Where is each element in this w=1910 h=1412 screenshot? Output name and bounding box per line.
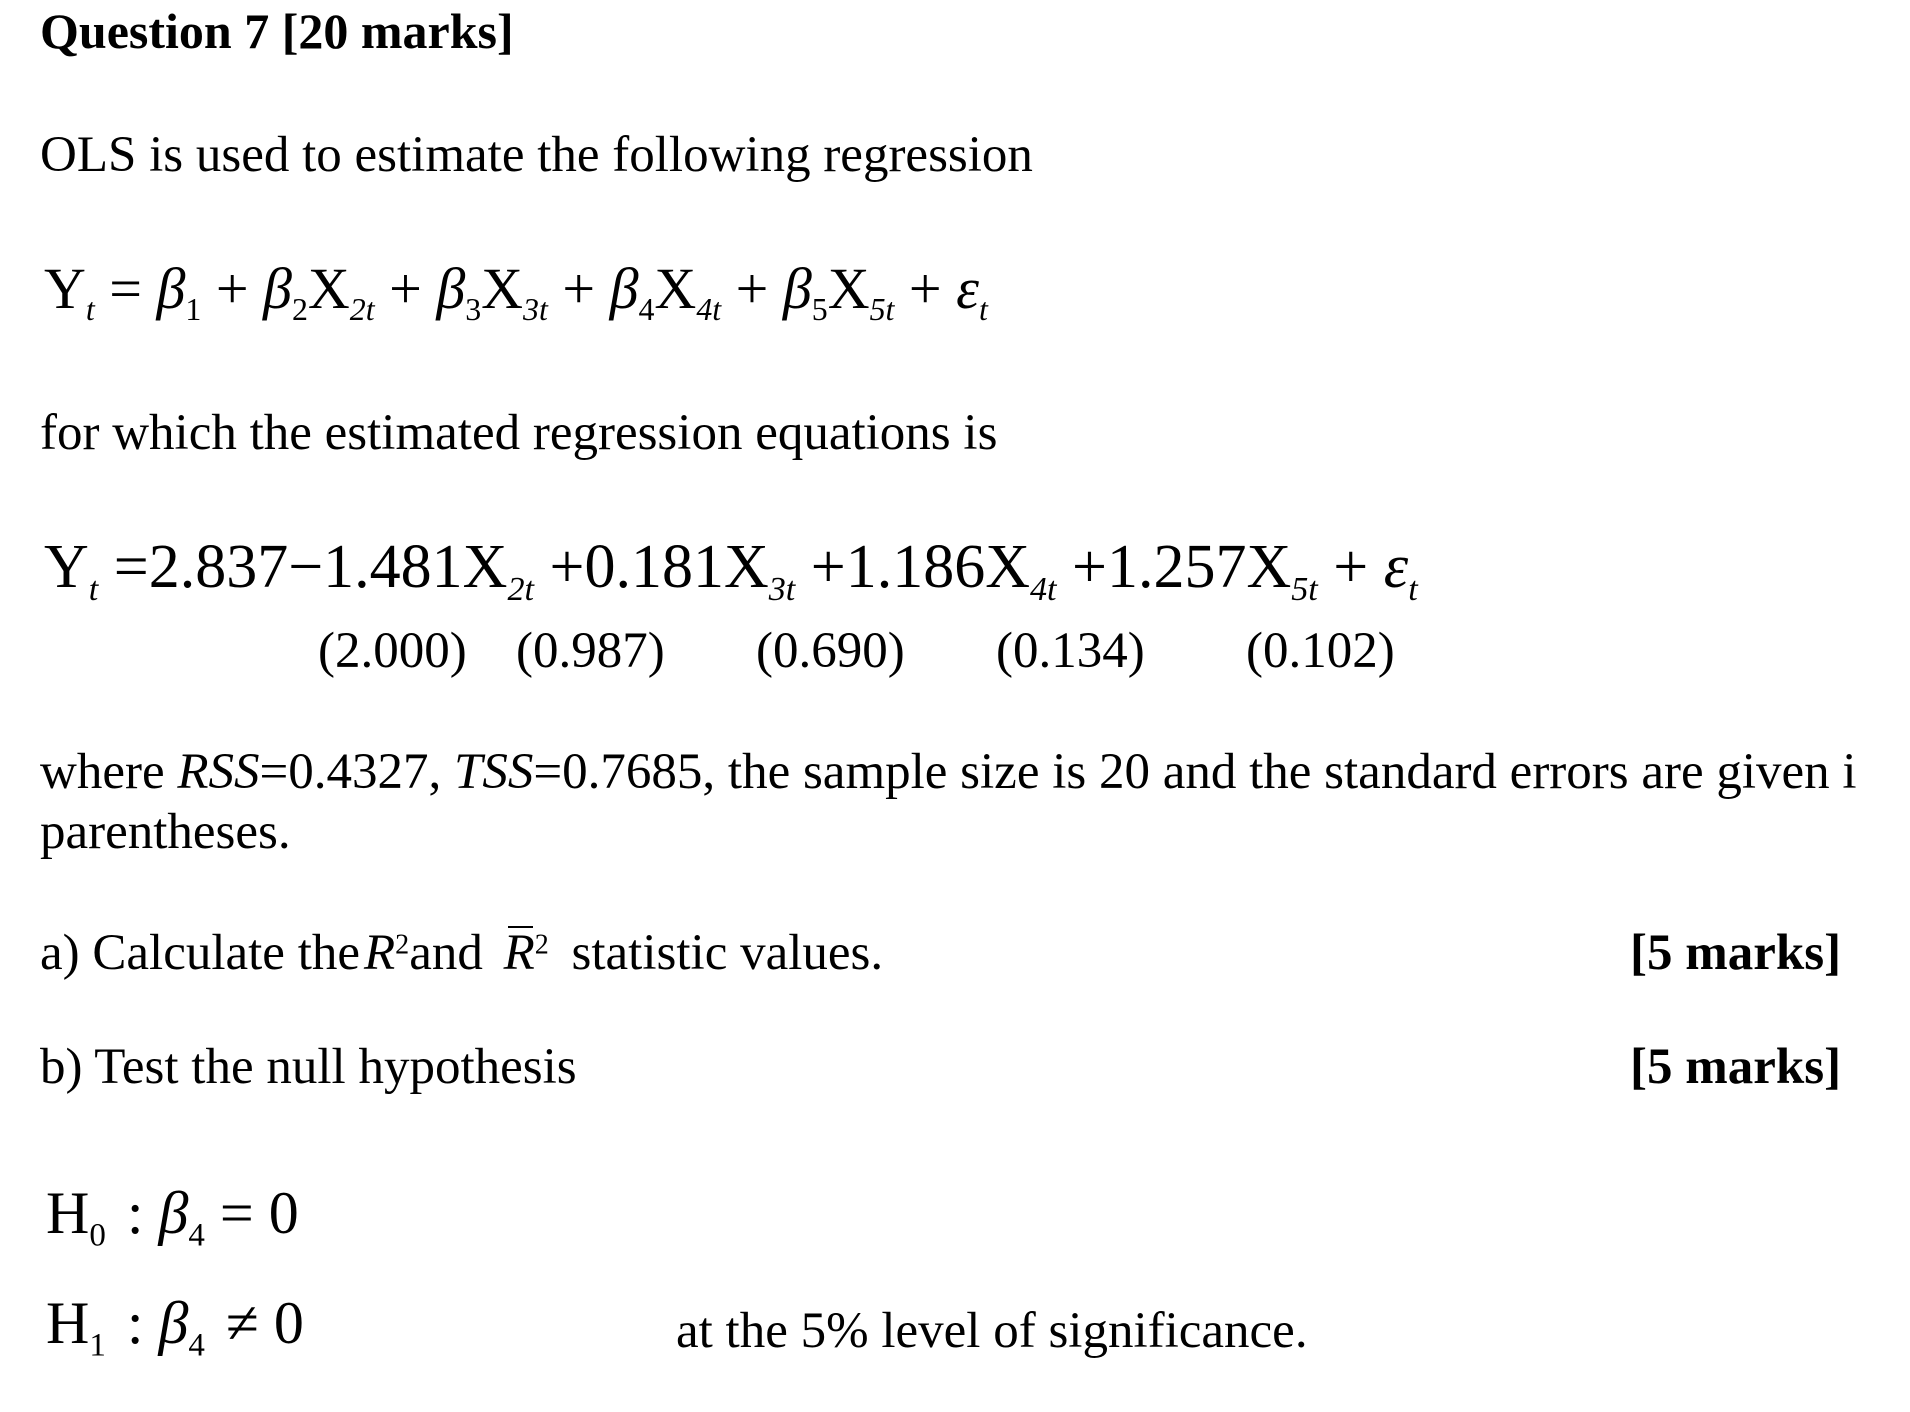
model-b5: β (782, 256, 812, 321)
est-term4-sub: 4t (1030, 570, 1057, 608)
part-b-marks: [5 marks] (1630, 1039, 1842, 1095)
h0-sub: 0 (89, 1217, 106, 1254)
est-plus: + (1333, 533, 1369, 601)
model-plus4: + (735, 256, 769, 321)
est-y: Y (44, 533, 89, 601)
model-b5-sub: 5 (811, 292, 828, 328)
question-title: Question 7 [20 marks] (40, 3, 514, 59)
se-2: (0.987) (516, 623, 665, 679)
model-plus1: + (215, 256, 249, 321)
model-b1: β (156, 256, 186, 321)
significance-text: at the 5% level of significance. (676, 1303, 1308, 1359)
model-x3: X (481, 256, 524, 321)
adjusted-r-squared-r: R (504, 922, 535, 984)
model-b3: β (436, 256, 466, 321)
est-eps-sub: t (1408, 570, 1418, 608)
where-line-2: parentheses. (40, 804, 291, 860)
est-y-sub: t (88, 570, 99, 608)
model-x5: X (827, 256, 870, 321)
h0-colon: : (126, 1180, 144, 1246)
model-plus2: + (389, 256, 422, 321)
est-term2-sub: 2t (507, 570, 534, 608)
h0-h: H (46, 1180, 90, 1246)
model-b1-sub: 1 (185, 292, 202, 328)
part-a (40, 922, 883, 984)
regression-model (44, 252, 988, 326)
est-term2: −1.481X (288, 533, 508, 601)
est-eps: ε (1383, 533, 1409, 601)
est-term4: +1.186X (810, 533, 1030, 601)
tss-label: TSS (454, 744, 534, 800)
model-plus3: + (562, 256, 596, 321)
adjusted-r-squared-power: 2 (534, 929, 549, 961)
est-const: 2.837 (148, 533, 289, 601)
h1-h: H (46, 1290, 90, 1356)
h0-relation: = 0 (219, 1180, 299, 1246)
model-x4-sub: 4t (696, 292, 722, 328)
h1-sub: 1 (89, 1327, 106, 1364)
est-term5-sub: 5t (1291, 570, 1318, 608)
where-text-2: =0.4327, (259, 744, 455, 800)
model-x4: X (654, 256, 697, 321)
estimated-intro-text: for which the estimated regression equations is (40, 405, 998, 461)
part-a-marks: [5 marks] (1630, 925, 1842, 981)
est-eq: = (113, 533, 149, 601)
model-y: Y (44, 256, 86, 321)
model-x2: X (307, 256, 350, 321)
part-a-text-3: statistic values. (571, 925, 884, 981)
h1-beta-sub: 4 (188, 1327, 205, 1364)
model-b2: β (263, 256, 292, 321)
est-term3-sub: 3t (768, 570, 796, 608)
model-eps: ε (956, 256, 979, 321)
model-y-sub: t (85, 292, 95, 328)
model-b4: β (609, 256, 639, 321)
model-x3-sub: 3t (523, 292, 548, 328)
part-a-text-1: a) Calculate the (40, 925, 360, 981)
where-text-1: where (40, 744, 178, 800)
se-3: (0.690) (756, 623, 905, 679)
model-b4-sub: 4 (638, 292, 655, 328)
h1-beta: β (158, 1290, 189, 1356)
rss-label: RSS (177, 744, 260, 800)
alternative-hypothesis (46, 1286, 304, 1364)
model-eq: = (109, 256, 142, 321)
where-line-1 (40, 741, 1857, 803)
estimated-equation (44, 530, 1418, 608)
model-x5-sub: 5t (869, 292, 895, 328)
where-text-3: =0.7685, the sample size is 20 and the standard errors are given i (533, 744, 1857, 800)
h1-colon: : (126, 1290, 144, 1356)
r-squared-power: 2 (395, 929, 410, 961)
h0-beta-sub: 4 (188, 1217, 205, 1254)
model-b2-sub: 2 (291, 292, 308, 328)
h0-beta: β (158, 1180, 189, 1246)
est-term5: +1.257X (1072, 533, 1292, 601)
r-squared-r: R (364, 925, 396, 981)
model-plus5: + (908, 256, 942, 321)
se-1: (2.000) (318, 623, 467, 679)
h1-relation: ≠ 0 (225, 1290, 304, 1356)
part-a-text-2: and (409, 925, 483, 981)
se-4: (0.134) (996, 623, 1145, 679)
se-5: (0.102) (1246, 623, 1395, 679)
part-b-text: b) Test the null hypothesis (40, 1039, 577, 1095)
model-b3-sub: 3 (465, 292, 482, 328)
model-eps-sub: t (978, 292, 988, 328)
est-term3: +0.181X (549, 533, 769, 601)
model-x2-sub: 2t (349, 292, 375, 328)
null-hypothesis (46, 1176, 299, 1254)
intro-text: OLS is used to estimate the following regression (40, 127, 1033, 183)
